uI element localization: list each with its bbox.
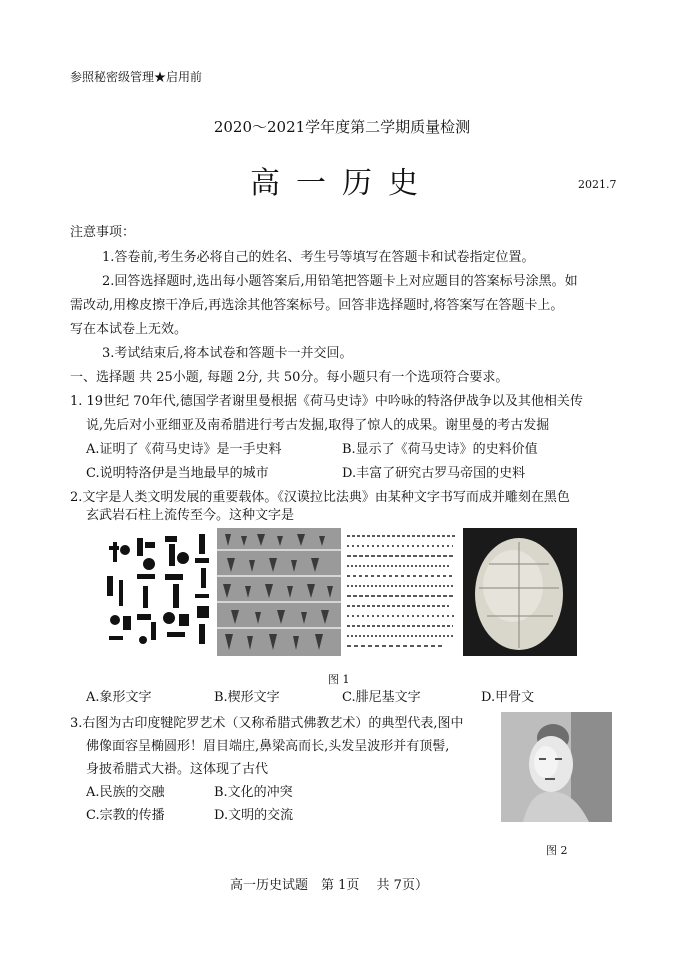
question-2-line-2: 玄武岩石柱上流传至今。这种文字是	[86, 508, 295, 523]
question-3-option-c: C.宗教的传播	[86, 808, 165, 823]
question-2-line-1: 2.文字是人类文明发展的重要载体。《汉谟拉比法典》由某种文字书写而成并雕刻在黑色	[70, 490, 570, 505]
question-1-option-a: A.证明了《荷马史诗》是一手史料	[86, 442, 282, 457]
question-3-option-d: D.文明的交流	[214, 808, 294, 823]
notice-item-3: 3.考试结束后,将本试卷和答题卡一并交回。	[102, 346, 353, 361]
notice-item-2-line-2: 需改动,用橡皮擦干净后,再选涂其他答案标号。回答非选择题时,将答案写在答题卡上。	[70, 298, 564, 313]
question-1-line-1: 1. 19世纪 70年代,德国学者谢里曼根据《荷马史诗》中吟咏的特洛伊战争以及其他相关传	[70, 394, 583, 409]
question-2-option-a: A.象形文字	[86, 690, 152, 705]
pictograph-image	[103, 528, 215, 656]
confidentiality-label: 参照秘密级管理★启用前	[70, 70, 203, 84]
question-3-line-1: 3.右图为古印度犍陀罗艺术（又称希腊式佛教艺术）的典型代表,图中	[70, 716, 464, 731]
phoenician-script-image	[343, 528, 461, 656]
oracle-bone-image	[463, 528, 577, 656]
figure-1-scripts	[103, 528, 577, 656]
exam-date: 2021.7	[578, 178, 617, 191]
question-3-line-3: 身披希腊式大褂。这体现了古代	[86, 762, 269, 777]
question-1-option-d: D.丰富了研究古罗马帝国的史料	[342, 466, 526, 481]
notice-item-1: 1.答卷前,考生务必将自己的姓名、考生号等填写在答题卡和试卷指定位置。	[102, 250, 535, 265]
section-heading: 一、选择题 共 25小题, 每题 2分, 共 50分。每小题只有一个选项符合要求。	[70, 370, 509, 385]
notice-item-2-line-3: 写在本试卷上无效。	[70, 322, 188, 337]
exam-subtitle: 2020～2021学年度第二学期质量检测	[213, 118, 471, 136]
figure-2-caption: 图 2	[546, 844, 568, 857]
page-title: 高一历史	[250, 166, 434, 201]
question-3-option-b: B.文化的冲突	[214, 785, 293, 800]
question-1-option-c: C.说明特洛伊是当地最早的城市	[86, 466, 269, 481]
page-footer: 高一历史试题 第 1页 共 7页）	[230, 878, 428, 893]
question-2-option-b: B.楔形文字	[214, 690, 280, 705]
notice-item-2-line-1: 2.回答选择题时,选出每小题答案后,用铅笔把答题卡上对应题目的答案标号涂黑。如	[102, 274, 578, 289]
question-2-option-d: D.甲骨文	[481, 690, 535, 705]
figure-1-caption: 图 1	[328, 673, 350, 686]
question-3-option-a: A.民族的交融	[86, 785, 165, 800]
question-3-line-2: 佛像面容呈椭圆形！眉目端庄,鼻梁高而长,头发呈波形并有顶髻,	[86, 739, 450, 754]
question-2-option-c: C.腓尼基文字	[342, 690, 421, 705]
question-1-option-b: B.显示了《荷马史诗》的史料价值	[342, 442, 538, 457]
gandhara-buddha-image	[501, 712, 612, 822]
question-1-line-2: 说,先后对小亚细亚及南希腊进行考古发掘,取得了惊人的成果。谢里曼的考古发掘	[86, 418, 550, 433]
cuneiform-image	[217, 528, 341, 656]
notice-heading: 注意事项：	[70, 225, 136, 240]
